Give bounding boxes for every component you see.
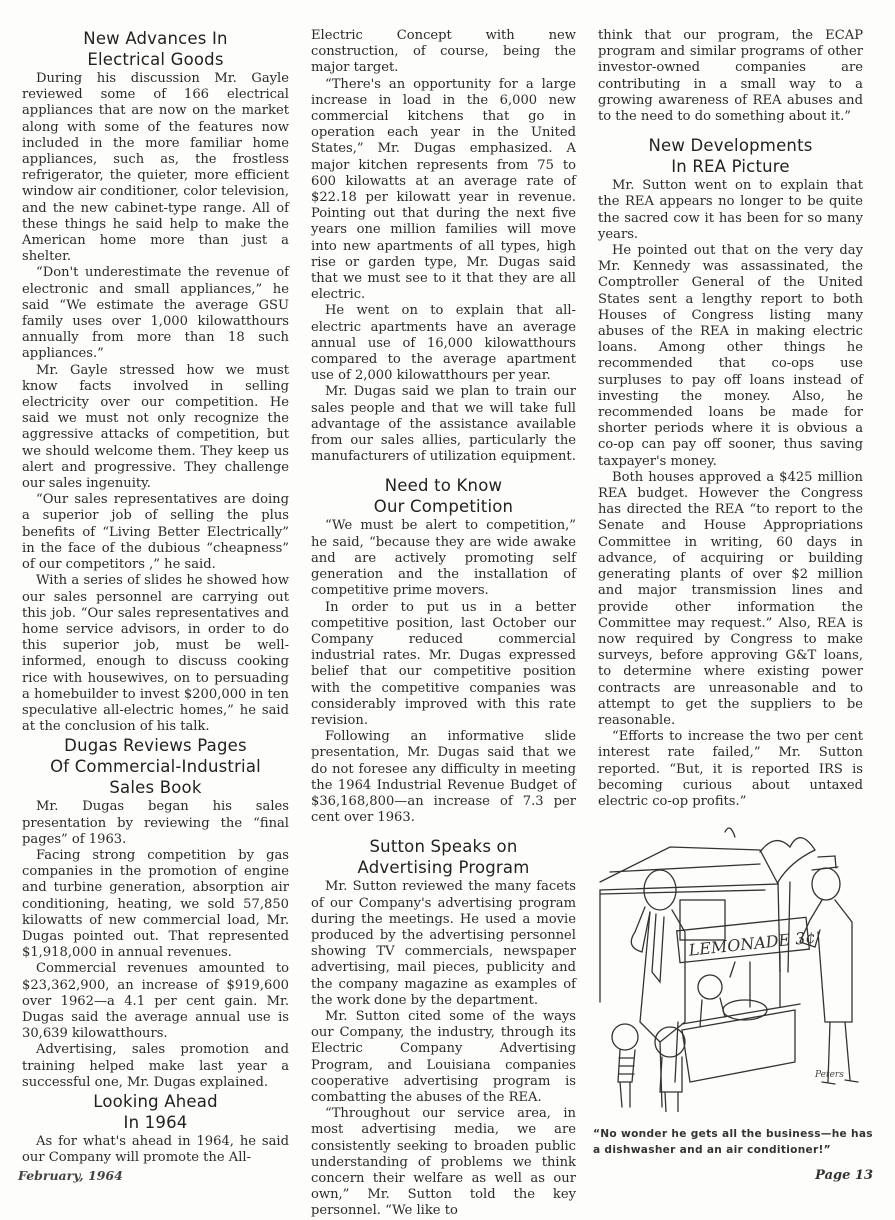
article-column-3 bbox=[598, 28, 863, 810]
heading-line: Advertising Program bbox=[357, 858, 530, 878]
cartoon-caption: “No wonder he gets all the business—he has a dishwasher and an air conditioner!” bbox=[593, 1128, 873, 1156]
lemonade-stand-cartoon-icon bbox=[590, 812, 880, 1112]
paragraph: “There's an opportunity for a large increase in load in the 6,000 new commercial kitchens that go in operation each year in the United States,” Mr. Dugas emphasized. A major kitchen represents from 75 to 600 kilowatts at an average rate of $22.18 per kilowatt year in revenue. Pointing out that during the next five years one million families will move into new apartments of all types, high rise or garden type, Mr. Dugas said that we must see to it that they are all electric. bbox=[311, 76, 576, 303]
heading-line: New Developments bbox=[648, 136, 813, 156]
paragraph: Electric Concept with new construction, of course, being the major target. bbox=[311, 28, 576, 76]
paragraph: Mr. Sutton reviewed the many facets of our Company's advertising program during the meetings. He used a movie produced by the advertising personnel showing TV commercials, newspaper advertising, mail pieces, publicity and the company magazine as examples of the work done by the department. bbox=[311, 879, 576, 1008]
heading-looking-ahead bbox=[22, 1091, 289, 1133]
heading-sutton-speaks bbox=[311, 836, 576, 878]
heading-line: Of Commercial-Industrial bbox=[50, 757, 261, 777]
paragraph: Mr. Gayle stressed how we must know facts involved in selling electricity over our competition. He said we must not only recognize the aggressive attacks of competition, but we should welcome them. They keep us alert and progressive. They challenge our sales ingenuity. bbox=[22, 362, 289, 492]
paragraph: “We must be alert to competition,” he said, “because they are wide awake and are actively promoting self generation and the installation of competitive prime movers. bbox=[311, 518, 576, 599]
paragraph: “Our sales representatives are doing a superior job of selling the plus benefits of “Living Better Electrically” in the face of the dubious “cheapness” of our competitors ,” he said. bbox=[22, 492, 289, 573]
paragraph: Advertising, sales promotion and training helped make last year a successful one, Mr. Dugas explained. bbox=[22, 1042, 289, 1090]
paragraph: Mr. Dugas began his sales presentation by reviewing the “final pages” of 1963. bbox=[22, 799, 289, 847]
paragraph: think that our program, the ECAP program and similar programs of other investor-owned companies are contributing in a small way to a growing awareness of REA abuses and to the need to do something about it.” bbox=[598, 28, 863, 125]
heading-new-developments bbox=[598, 135, 863, 177]
heading-dugas-reviews bbox=[22, 735, 289, 798]
artist-signature: Peters bbox=[815, 1070, 844, 1080]
heading-line: Our Competition bbox=[373, 497, 514, 517]
heading-line: Electrical Goods bbox=[87, 50, 224, 69]
article-column-1 bbox=[22, 28, 289, 1166]
lemonade-sign-text: LEMONADE 3¢ bbox=[687, 927, 817, 960]
paragraph: During his discussion Mr. Gayle reviewed some of 166 electrical appliances that are now on the market along with some of the features now included in the more familiar home appliances, such as, the frostless refrigerator, the quieter, more efficient window air conditioner, color television, and the new cabinet-type range. All of these things he said help to make the American home more than just a shelter. bbox=[22, 71, 289, 265]
paragraph: Mr. Sutton cited some of the ways our Company, the industry, through its Electric Company Advertising Program, and Louisiana companies cooperative advertising program is combatting the abuses of the REA. bbox=[311, 1008, 576, 1105]
paragraph: Commercial revenues amounted to $23,362,900, an increase of $919,600 over 1962—a 4.1 per cent gain. Mr. Dugas said the average annual use is 30,639 kilowatthours. bbox=[22, 961, 289, 1042]
paragraph: Following an informative slide presentation, Mr. Dugas said that we do not foresee any difficulty in meeting the 1964 Industrial Revenue Budget of $36,168,800—an increase of 7.3 per cent over 1963. bbox=[311, 729, 576, 826]
paragraph: “Throughout our service area, in most advertising media, we are consistently seeking to broaden public understanding of problems we think concern their welfare as well as our own,” Mr. Sutton told the key personnel. “We like to bbox=[311, 1106, 576, 1219]
heading-line: Dugas Reviews Pages bbox=[64, 736, 247, 756]
spacer bbox=[311, 465, 576, 475]
spacer bbox=[598, 125, 863, 135]
paragraph: In order to put us in a better competitive position, last October our Company reduced commercial industrial rates. Mr. Dugas expressed belief that our competitive position with the competitive companies was considerably improved with this rate revision. bbox=[311, 599, 576, 728]
paragraph: As for what's ahead in 1964, he said our Company will promote the All- bbox=[22, 1133, 289, 1166]
paragraph: Mr. Sutton went on to explain that the REA appears no longer to be quite the sacred cow it has been for so many years. bbox=[598, 178, 863, 242]
paragraph: Mr. Dugas said we plan to train our sales people and that we will take full advantage of the assistance available from our sales allies, particularly the manufacturers of utilization equipment. bbox=[311, 384, 576, 465]
heading-need-to-know bbox=[311, 475, 576, 517]
heading-line: Need to Know bbox=[384, 476, 503, 496]
heading-line: In REA Picture bbox=[671, 157, 790, 177]
page-number: Page 13 bbox=[815, 1168, 873, 1183]
paragraph: “Don't underestimate the revenue of electronic and small appliances,” he said “We estimate the average GSU family uses over 1,000 kilowatthours annually from more than 18 such appliances.” bbox=[22, 265, 289, 362]
paragraph: He went on to explain that all-electric apartments have an average annual use of 16,000 kilowatthours compared to the average apartment use of 2,000 kilowatthours per year. bbox=[311, 303, 576, 384]
article-column-2 bbox=[311, 28, 576, 1220]
paragraph: With a series of slides he showed how our sales personnel are carrying out this job. “Our sales representatives and home service advisors, in order to do this superior job, must be well-informed, enough to discuss cooking rice with housewives, on to persuading a homebuilder to invest $200,000 in ten speculative all-electric homes,” he said at the conclusion of his talk. bbox=[22, 573, 289, 735]
heading-line: Sales Book bbox=[109, 778, 202, 798]
issue-date: February, 1964 bbox=[18, 1168, 123, 1183]
heading-line: New Advances In bbox=[83, 29, 228, 48]
spacer bbox=[311, 826, 576, 836]
paragraph: He pointed out that on the very day Mr. Kennedy was assassinated, the Comptroller General of the United States sent a lengthy report to both Houses of Congress listing many abuses of the REA in making electric loans. Among other things he recommended that co-ops use surpluses to pay off loans instead of investing the money. Also, he recommended loans be made for shorter periods where it is obvious a co-op can pay off sooner, thus saving taxpayer's money. bbox=[598, 243, 863, 469]
heading-line: In 1964 bbox=[123, 1112, 188, 1132]
paragraph: Facing strong competition by gas companies in the promotion of engine and turbine generation, absorption air conditioning, heating, we sold 57,850 kilowatts of new commercial load, Mr. Dugas pointed out. That represented $1,918,000 in annual revenues. bbox=[22, 847, 289, 961]
paragraph: “Efforts to increase the two per cent interest rate failed,” Mr. Sutton reported. “But, it is reported IRS is becoming curious about untaxed electric co-op profits.” bbox=[598, 729, 863, 809]
heading-line: Sutton Speaks on bbox=[369, 837, 518, 857]
heading-line: Looking Ahead bbox=[93, 1091, 218, 1111]
heading-new-advances bbox=[22, 28, 289, 70]
cartoon-illustration bbox=[590, 812, 880, 1112]
paragraph: Both houses approved a $425 million REA budget. However the Congress has directed the REA “to report to the Senate and House Appropriations Committee in writing, 60 days in advance, of acquiring or building generating plants of over $2 million and major transmission lines and provide other information the Committee may request.” Also, REA is now required by Congress to make surveys, before approving G&T loans, to determine where existing power contracts are unreasonable and to attempt to get the suppliers to be reasonable. bbox=[598, 469, 863, 728]
